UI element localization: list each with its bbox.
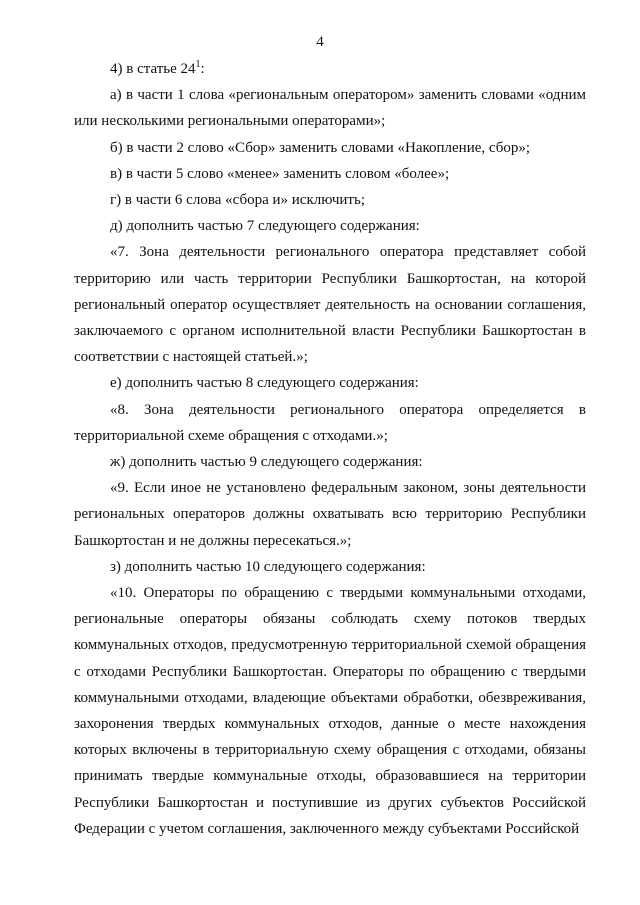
paragraph-b: б) в части 2 слово «Сбор» заменить словами «Накопление, сбор»; <box>110 139 531 156</box>
paragraph-z: з) дополнить частью 10 следующего содержания: <box>110 558 426 575</box>
document-body <box>74 56 586 842</box>
paragraph-d: д) дополнить частью 7 следующего содержания: <box>110 218 420 235</box>
article-intro <box>74 56 586 82</box>
paragraph-g: г) в части 6 слова «сбора и» исключить; <box>110 192 365 209</box>
article-intro-suffix: : <box>200 61 205 77</box>
paragraph-part-9: «9. Если иное не установлено федеральным законом, зоны деятельности региональных операторов должны охватывать всю территорию Республики Башкортостан и не должны пересекаться.»; <box>74 480 586 549</box>
paragraph-part-10: «10. Операторы по обращению с твердыми коммунальными отходами, региональные операторы обязаны соблюдать схему потоков твердых коммунальных отходов, предусмотренную территориальной схемой обращения с отходами Республики Башкортостан. Операторы по обращению с твердыми коммунальными отходами, владеющие объектами обработки, обезвреживания, захоронения твердых коммунальных отходов, данные о месте нахождения которых включены в территориальную схему обращения с отходами, обязаны принимать твердые коммунальные отходы, образовавшиеся на территории Республики Башкортостан и поступившие из других субъектов Российской Федерации с учетом соглашения, заключенного между субъектами Российской <box>74 585 586 837</box>
article-intro-prefix: 4) в статье 24 <box>110 61 196 77</box>
paragraph-part-7: «7. Зона деятельности регионального оператора представляет собой территорию или часть территории Республики Башкортостан, на которой региональный оператор осуществляет деятельность на основании соглашения, заключаемого с органом исполнительной власти Республики Башкортостан в соответствии с настоящей статьей.»; <box>74 244 586 366</box>
paragraph-v: в) в части 5 слово «менее» заменить словом «более»; <box>110 165 450 182</box>
article-superscript: 1 <box>195 59 201 70</box>
page-number: 4 <box>316 34 324 50</box>
paragraph-e: е) дополнить частью 8 следующего содержания: <box>110 375 419 392</box>
paragraph-a: а) в части 1 слова «региональным оператором» заменить словами «одним или несколькими региональными операторами»; <box>74 87 586 130</box>
paragraph-part-8: «8. Зона деятельности регионального оператора определяется в территориальной схеме обращения с отходами.»; <box>74 401 586 444</box>
paragraph-zh: ж) дополнить частью 9 следующего содержания: <box>110 454 423 471</box>
